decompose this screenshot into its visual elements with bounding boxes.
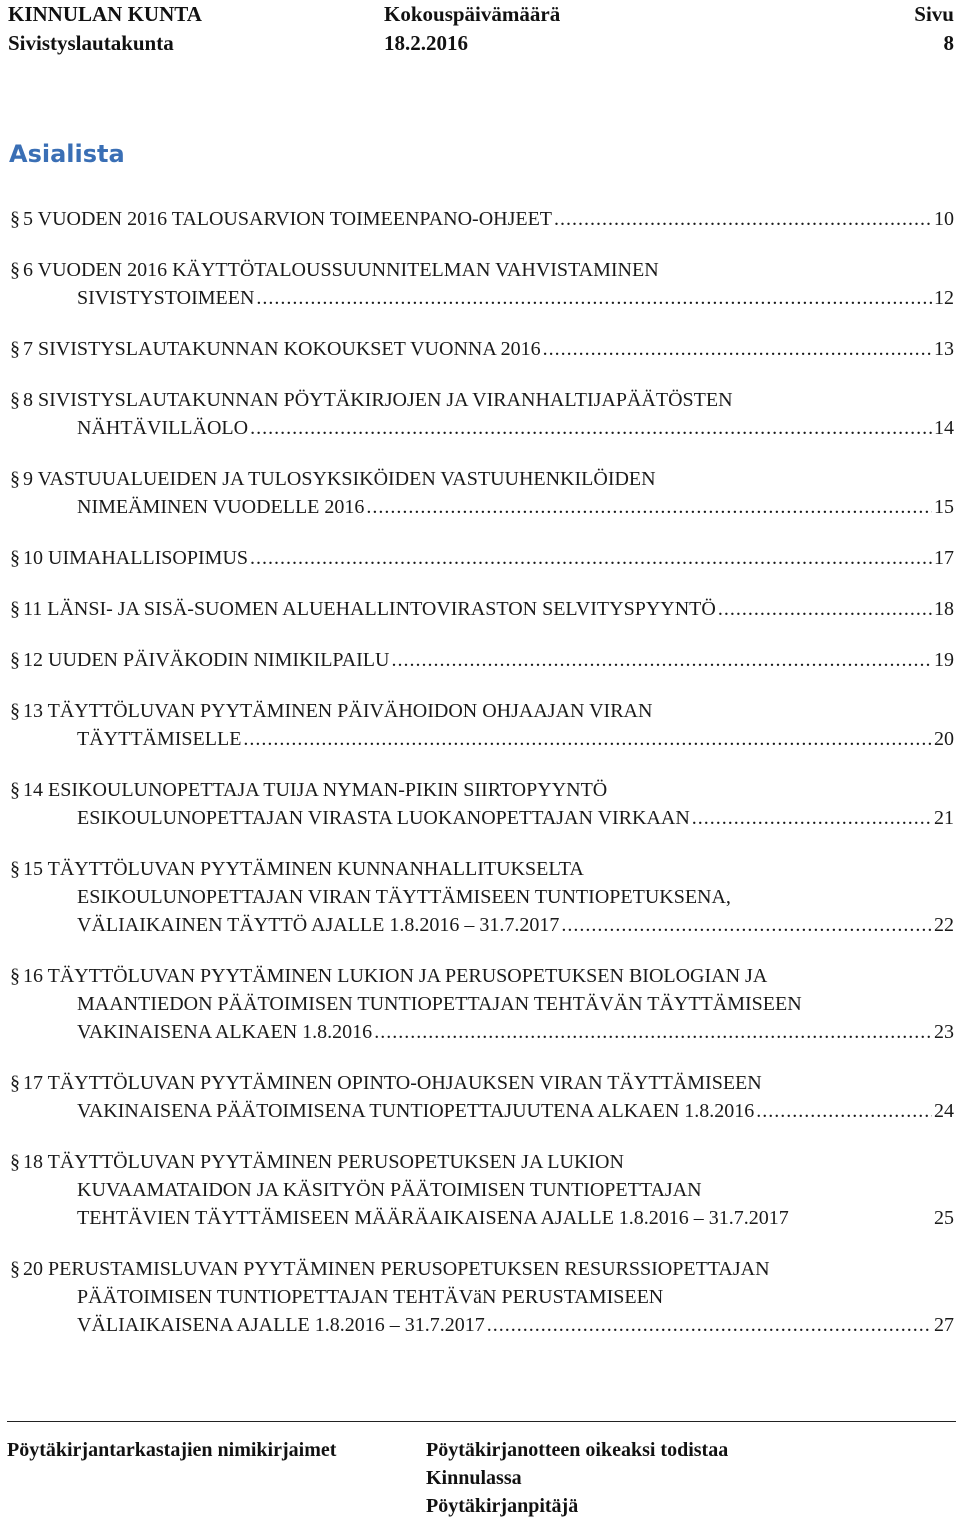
section-sign-icon: § [10,259,20,281]
dot-leader [554,205,932,233]
board-name: Sivistyslautakunta [8,31,174,55]
toc-entry[interactable] [7,697,954,753]
toc-page-number: 25 [934,1207,954,1229]
toc-entry-text: VAKINAISENA PÄÄTOIMISENA TUNTIOPETTAJUUTENA ALKAEN 1.8.2016 [77,1100,755,1122]
dot-leader [561,911,932,939]
toc-page-number: 18 [934,598,954,620]
toc-entry[interactable] [7,776,954,832]
toc-entry[interactable] [7,256,954,312]
toc-entry-last-line [23,205,954,233]
toc-entry-text: 5 VUODEN 2016 TALOUSARVION TOIMEENPANO-OHJEET [23,208,553,230]
toc-entry-last-line [77,1018,954,1046]
toc-entry[interactable] [7,386,954,442]
toc-page-number: 24 [934,1100,954,1122]
toc-page-number: 17 [934,547,954,569]
toc-entry-text: TEHTÄVIEN TÄYTTÄMISEEN MÄÄRÄAIKAISENA AJALLE 1.8.2016 – 31.7.2017 [77,1207,789,1229]
toc-entry-text: 13 TÄYTTÖLUVAN PYYTÄMINEN PÄIVÄHOIDON OHJAAJAN VIRAN [23,700,653,722]
dot-leader [543,335,932,363]
footer-certification [426,1436,728,1520]
toc-entry-text: VÄLIAIKAISENA AJALLE 1.8.2016 – 31.7.2017 [77,1314,485,1336]
toc-entry[interactable] [7,646,954,674]
toc-entry-text: 17 TÄYTTÖLUVAN PYYTÄMINEN OPINTO-OHJAUKSEN VIRAN TÄYTTÄMISEEN [23,1072,762,1094]
section-sign-icon: § [10,700,20,722]
section-sign-icon: § [10,547,20,569]
footer-place-line: Kinnulassa [426,1467,522,1489]
toc-entry-text: SIVISTYSTOIMEEN [77,287,255,309]
toc-page-number: 20 [934,728,954,750]
dot-leader [250,414,932,442]
toc-entry-last-line [77,725,954,753]
toc-page-number: 19 [934,649,954,671]
section-sign-icon: § [10,1258,20,1280]
toc-entry-text: TÄYTTÄMISELLE [77,728,242,750]
toc-entry[interactable] [7,205,954,233]
toc-entry-text: ESIKOULUNOPETTAJAN VIRAN TÄYTTÄMISEEN TUNTIOPETUKSENA, [77,886,731,908]
dot-leader [756,1097,932,1125]
toc-entry-last-line [77,1311,954,1339]
meeting-date: 18.2.2016 [384,31,468,55]
toc-entry-last-line [23,646,954,674]
toc-entry-text: MAANTIEDON PÄÄTOIMISEN TUNTIOPETTAJAN TEHTÄVÄN TÄYTTÄMISEEN [77,993,802,1015]
dot-leader [391,646,932,674]
toc-entry[interactable] [7,962,954,1046]
toc-page-number: 10 [934,208,954,230]
toc-entry-text: ESIKOULUNOPETTAJAN VIRASTA LUOKANOPETTAJAN VIRKAAN [77,807,690,829]
section-sign-icon: § [10,338,20,360]
section-sign-icon: § [10,208,20,230]
section-sign-icon: § [10,965,20,987]
toc-entry-text: 6 VUODEN 2016 KÄYTTÖTALOUSSUUNNITELMAN VAHVISTAMINEN [23,259,659,281]
toc-entry-last-line [23,335,954,363]
toc-entry-last-line [23,544,954,572]
toc-page-number: 15 [934,496,954,518]
toc-entry-text: 7 SIVISTYSLAUTAKUNNAN KOKOUKSET VUONNA 2016 [23,338,541,360]
toc-page-number: 27 [934,1314,954,1336]
dot-leader [718,595,932,623]
toc-page-number: 14 [934,417,954,439]
toc-entry-text: 20 PERUSTAMISLUVAN PYYTÄMINEN PERUSOPETUKSEN RESURSSIOPETTAJAN [23,1258,770,1280]
toc-page-number: 12 [934,287,954,309]
toc-entry-last-line [23,595,954,623]
toc-entry-text: PÄÄTOIMISEN TUNTIOPETTAJAN TEHTÄVäN PERUSTAMISEEN [77,1286,664,1308]
toc-entry-last-line [77,804,954,832]
meeting-date-label: Kokouspäivämäärä [384,2,561,26]
dot-leader [374,1018,932,1046]
toc-entry-text: 9 VASTUUALUEIDEN JA TULOSYKSIKÖIDEN VASTUUHENKILÖIDEN [23,468,656,490]
toc-entry[interactable] [7,595,954,623]
page-number: 8 [943,31,954,55]
header-row-1 [8,0,954,29]
toc-entry-last-line [77,1097,954,1125]
page-header [8,0,954,58]
toc-entry-last-line [77,911,954,939]
section-sign-icon: § [10,1072,20,1094]
toc-entry[interactable] [7,1069,954,1125]
dot-leader [250,544,932,572]
toc-page-number: 22 [934,914,954,936]
agenda-title: Asialista [9,140,125,168]
toc-entry[interactable] [7,1255,954,1339]
footer-keeper-line: Pöytäkirjanpitäjä [426,1495,579,1517]
section-sign-icon: § [10,858,20,880]
footer-inspectors-initials: Pöytäkirjantarkastajien nimikirjaimet [7,1439,337,1461]
toc-entry-text: 11 LÄNSI- JA SISÄ-SUOMEN ALUEHALLINTOVIRASTON SELVITYSPYYNTÖ [23,598,716,620]
toc-entry-text: 12 UUDEN PÄIVÄKODIN NIMIKILPAILU [23,649,390,671]
toc-entry-text: NÄHTÄVILLÄOLO [77,417,249,439]
dot-leader [256,284,932,312]
toc-page-number: 13 [934,338,954,360]
toc-entry-text: 15 TÄYTTÖLUVAN PYYTÄMINEN KUNNANHALLITUKSELTA [23,858,584,880]
section-sign-icon: § [10,1151,20,1173]
toc-entry-last-line [77,493,954,521]
toc-entry-text: KUVAAMATAIDON JA KÄSITYÖN PÄÄTOIMISEN TUNTIOPETTAJAN [77,1179,702,1201]
dot-leader [243,725,932,753]
dot-leader [366,493,932,521]
toc-entry-text: VÄLIAIKAINEN TÄYTTÖ AJALLE 1.8.2016 – 31.7.2017 [77,914,560,936]
toc-entry[interactable] [7,465,954,521]
toc-entry-text: 10 UIMAHALLISOPIMUS [23,547,249,569]
toc-entry-last-line [77,1204,954,1232]
page-label: Sivu [914,2,954,26]
toc-entry-text: 8 SIVISTYSLAUTAKUNNAN PÖYTÄKIRJOJEN JA VIRANHALTIJAPÄÄTÖSTEN [23,389,733,411]
toc-entry-last-line [77,284,954,312]
section-sign-icon: § [10,779,20,801]
section-sign-icon: § [10,598,20,620]
dot-leader [692,804,932,832]
footer-certify-line: Pöytäkirjanotteen oikeaksi todistaa [426,1439,729,1461]
toc-entry-text: 18 TÄYTTÖLUVAN PYYTÄMINEN PERUSOPETUKSEN JA LUKION [23,1151,624,1173]
toc-entry[interactable] [7,544,954,572]
section-sign-icon: § [10,468,20,490]
toc-entry-last-line [77,414,954,442]
toc-entry[interactable] [7,335,954,363]
toc-entry-text: NIMEÄMINEN VUODELLE 2016 [77,496,365,518]
dot-leader [487,1311,932,1339]
header-row-2 [8,29,954,58]
toc-page-number: 21 [934,807,954,829]
toc-entry-text: 14 ESIKOULUNOPETTAJA TUIJA NYMAN-PIKIN SIIRTOPYYNTÖ [23,779,608,801]
toc-entry[interactable] [7,1148,954,1232]
agenda-list [7,205,954,1362]
toc-entry[interactable] [7,855,954,939]
toc-entry-text: 16 TÄYTTÖLUVAN PYYTÄMINEN LUKION JA PERUSOPETUKSEN BIOLOGIAN JA [23,965,768,987]
toc-page-number: 23 [934,1021,954,1043]
footer-divider [7,1421,956,1422]
section-sign-icon: § [10,389,20,411]
municipality-name: KINNULAN KUNTA [8,2,202,26]
toc-entry-text: VAKINAISENA ALKAEN 1.8.2016 [77,1021,373,1043]
section-sign-icon: § [10,649,20,671]
